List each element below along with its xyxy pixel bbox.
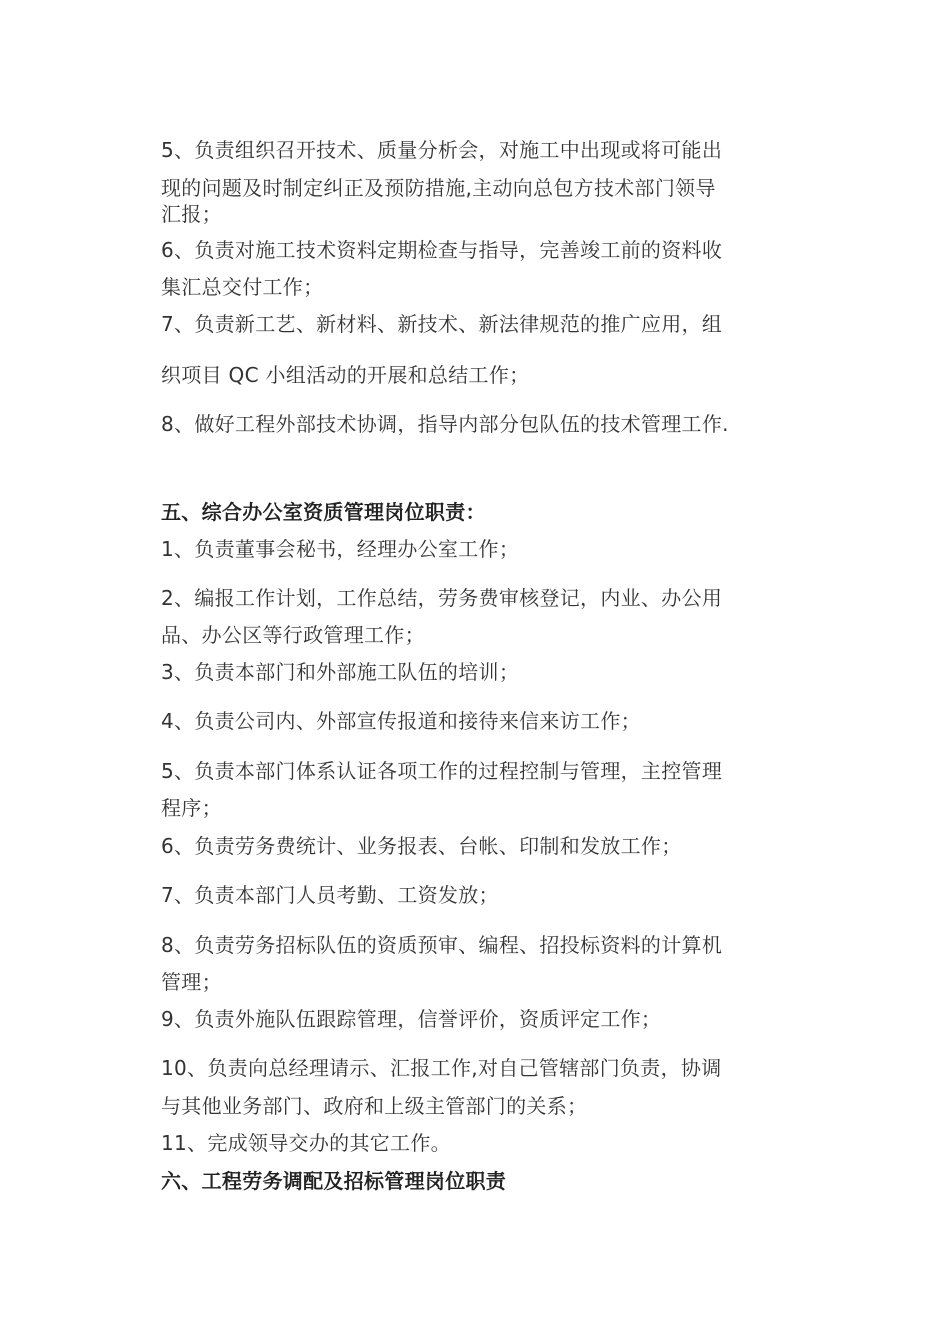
section-heading: 六、工程劳务调配及招标管理岗位职责 — [161, 1169, 507, 1193]
text-line: 11、完成领导交办的其它工作。 — [161, 1131, 451, 1155]
text-line: 集汇总交付工作； — [161, 275, 324, 299]
text-line: 品、办公区等行政管理工作； — [161, 623, 425, 647]
text-line: 1、负责董事会秘书，经理办公室工作； — [161, 537, 520, 561]
text-line: 2、编报工作计划，工作总结，劳务费审核登记，内业、办公用 — [161, 586, 723, 610]
text-line: 6、负责对施工技术资料定期检查与指导，完善竣工前的资料收 — [161, 238, 723, 262]
text-line: 管理； — [161, 970, 222, 994]
text-line: 10、负责向总经理请示、汇报工作,对自己管辖部门负责，协调 — [161, 1056, 722, 1080]
text-line: 程序； — [161, 796, 222, 820]
text-line: 3、负责本部门和外部施工队伍的培训； — [161, 660, 520, 684]
text-line: 9、负责外施队伍跟踪管理，信誉评价，资质评定工作； — [161, 1007, 662, 1031]
text-line: 织项目 QC 小组活动的开展和总结工作； — [161, 363, 530, 387]
text-line: 4、负责公司内、外部宣传报道和接待来信来访工作； — [161, 709, 641, 733]
text-line: 8、做好工程外部技术协调，指导内部分包队伍的技术管理工作. — [161, 412, 729, 436]
text-line: 5、负责组织召开技术、质量分析会，对施工中出现或将可能出 — [161, 138, 723, 162]
text-line: 汇报； — [161, 202, 222, 226]
text-line: 7、负责本部门人员考勤、工资发放； — [161, 883, 499, 907]
section-heading: 五、综合办公室资质管理岗位职责： — [161, 500, 486, 524]
text-line: 7、负责新工艺、新材料、新技术、新法律规范的推广应用，组 — [161, 312, 723, 336]
text-line: 6、负责劳务费统计、业务报表、台帐、印制和发放工作； — [161, 834, 682, 858]
text-line: 现的问题及时制定纠正及预防措施,主动向总包方技术部门领导 — [161, 176, 716, 200]
text-line: 8、负责劳务招标队伍的资质预审、编程、招投标资料的计算机 — [161, 933, 723, 957]
text-line: 与其他业务部门、政府和上级主管部门的关系； — [161, 1094, 588, 1118]
text-line: 5、负责本部门体系认证各项工作的过程控制与管理，主控管理 — [161, 759, 723, 783]
